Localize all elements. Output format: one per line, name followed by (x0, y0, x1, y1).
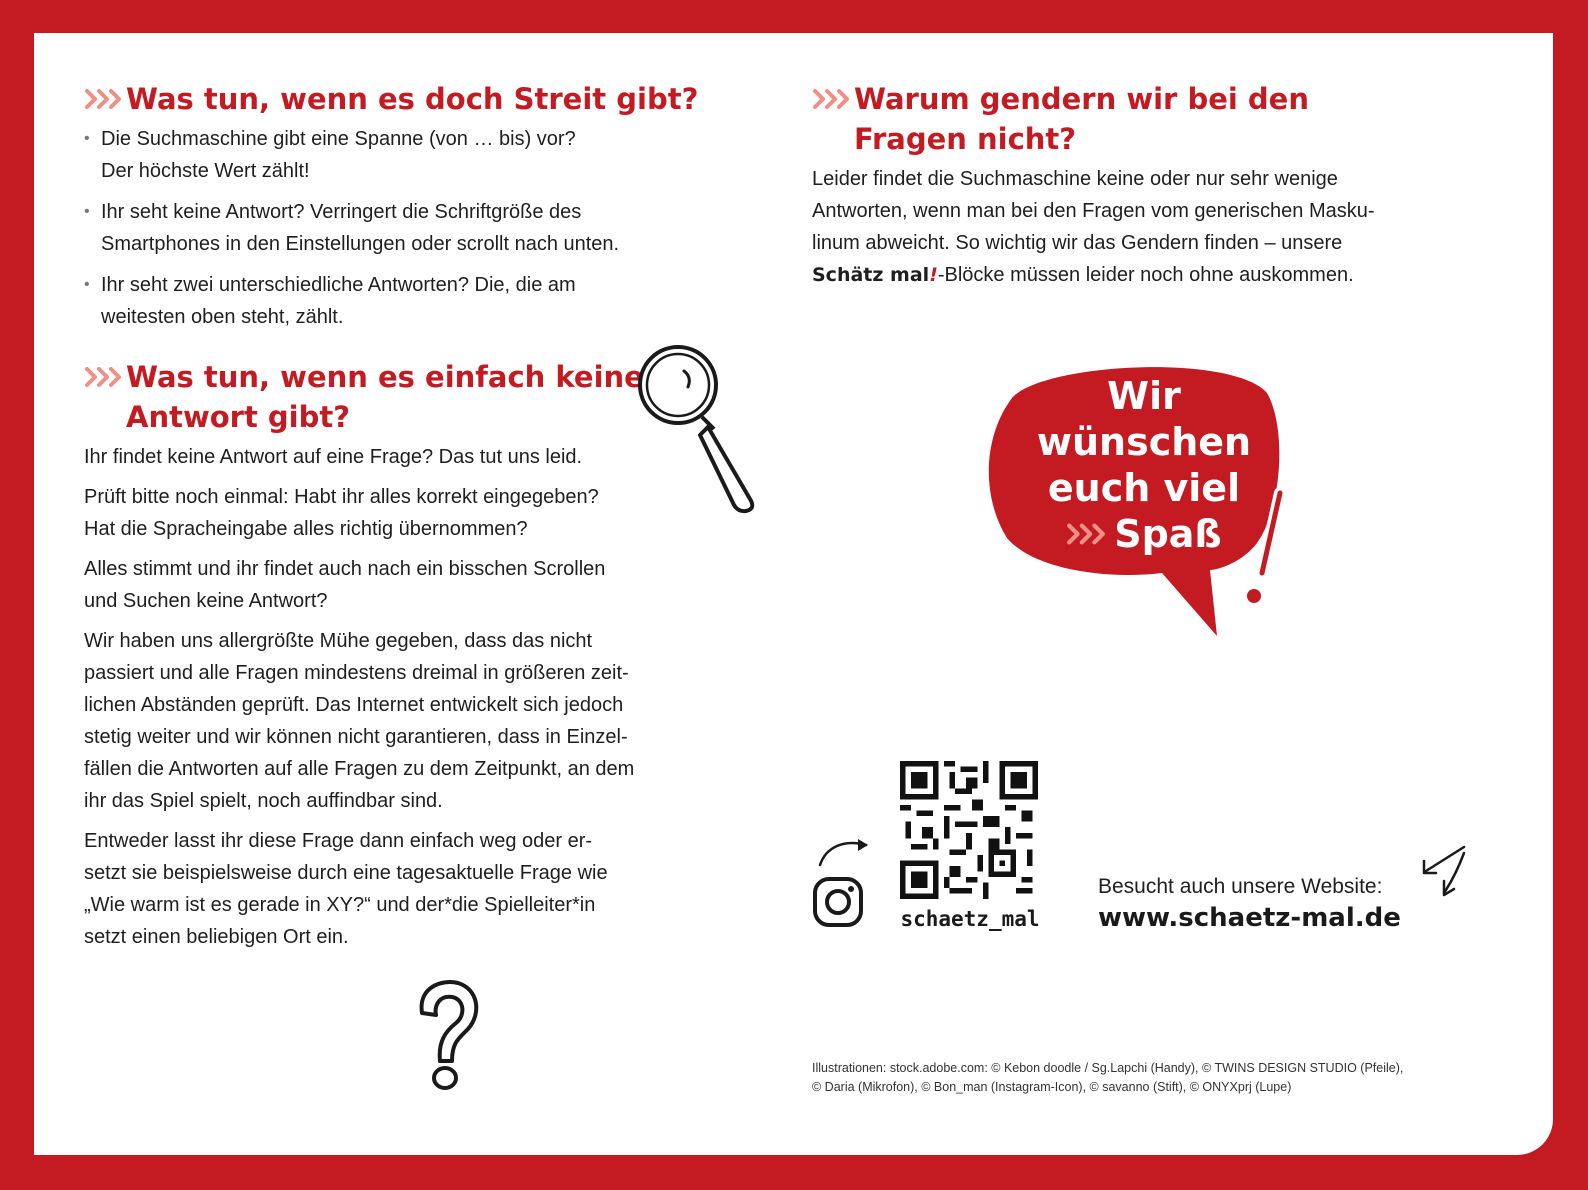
paragraph: Alles stimmt und ihr findet auch nach ein bisschen Scrollen und Suchen keine Antwort? (84, 558, 606, 612)
curved-arrow-icon (816, 833, 876, 874)
heading-text: Was tun, wenn es doch Streit gibt? (126, 82, 699, 116)
section-heading-gendern (812, 79, 1502, 159)
magnifier-icon (634, 341, 764, 521)
page-card (34, 33, 1553, 1155)
website-link[interactable]: www.schaetz-mal.de (1098, 903, 1401, 933)
heading-text: Was tun, wenn es einfach keine Antwort gibt? (126, 360, 644, 434)
instagram-handle[interactable]: schaetz_mal (900, 907, 1040, 931)
paragraph: Prüft bitte noch einmal: Habt ihr alles korrekt eingegeben? Hat die Spracheingabe alles richtig übernommen? (84, 486, 599, 540)
list-item: • Ihr seht keine Antwort? Verringert die Schriftgröße des Smartphones in den Einstellungen oder scrollt nach unten. (84, 196, 764, 260)
chevron-arrows-icon (84, 357, 126, 397)
tips-list (84, 123, 764, 333)
bubble-text: Wir wünschen euch viel Spaß (1036, 374, 1252, 556)
paragraph: Ihr findet keine Antwort auf eine Frage? Das tut uns leid. (84, 446, 583, 468)
section-heading-streit (84, 79, 764, 119)
chevron-arrows-icon (1066, 522, 1106, 546)
brand-name: Schätz mal! (812, 264, 938, 286)
heading-text: Warum gendern wir bei den Fragen nicht? (854, 82, 1309, 156)
chevron-arrows-icon (812, 79, 854, 119)
right-column (812, 79, 1502, 299)
paragraph: Wir haben uns allergrößte Mühe gegeben, dass das nicht passiert und alle Fragen mindestens dreimal in größeren zeit- lichen Abständen geprüft. Das Internet entwickelt sich jedoch stetig weiter und wir können nicht garantieren, dass in Einzel- fällen die Antworten auf alle Fragen zu dem Zeitpunkt, an dem ihr das Spiel spielt, noch auffindbar sind. (84, 630, 635, 812)
pointer-arrows-icon (1418, 843, 1470, 904)
chevron-arrows-icon (84, 79, 126, 119)
image-credits: Illustrationen: stock.adobe.com: © Kebon doodle / Sg.Lapchi (Handy), © TWINS DESIGN STUDIO (Pfeile), © Daria (Mikrofon), © Bon_man (Instagram-Icon), © savanno (Stift), © ONYXprj (Lupe) (812, 1061, 1404, 1094)
website-label: Besucht auch unsere Website: (1098, 875, 1383, 898)
instagram-icon[interactable] (811, 875, 865, 934)
question-mark-icon (412, 977, 484, 1098)
qr-code[interactable] (900, 761, 1038, 899)
list-item: • Die Suchmaschine gibt eine Spanne (von … bis) vor? Der höchste Wert zählt! (84, 123, 764, 187)
paragraph: Entweder lasst ihr diese Frage dann einfach weg oder er- setzt sie beispielsweise durch eine tagesaktuelle Frage wie „Wie warm ist es gerade in XY?“ und der*die Spielleiter*in setzt einen beliebigen Ort ein. (84, 830, 608, 948)
list-item: • Ihr seht zwei unterschiedliche Antworten? Die, die am weitesten oben steht, zählt. (84, 269, 764, 333)
paragraph: Leider findet die Suchmaschine keine oder nur sehr wenige Antworten, wenn man bei den Fragen vom generischen Masku- linum abweicht. So wichtig wir das Gendern finden – unsere Schätz mal!-Blöcke müssen leider noch ohne auskommen. (812, 168, 1375, 286)
